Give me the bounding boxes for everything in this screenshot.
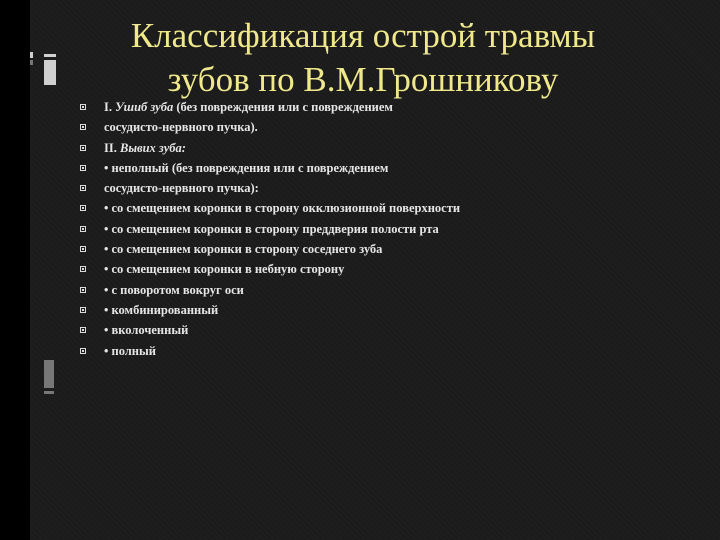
list-item-text [104, 158, 388, 178]
list-item-emphasis: Вывих зуба: [119, 140, 186, 155]
list-item-text [104, 97, 393, 117]
square-bullet-icon [80, 226, 86, 232]
list-item-lead: • полный [104, 343, 156, 358]
square-bullet-icon [80, 205, 86, 211]
list-item-text [104, 259, 344, 279]
list-item-lead: • с поворотом вокруг оси [104, 282, 244, 297]
list-item-text [104, 239, 382, 259]
square-bullet-icon [80, 145, 86, 151]
list-item-lead: сосудисто-нервного пучка). [104, 120, 258, 135]
list-item-lead: • вколоченный [104, 323, 189, 338]
list-item-text [104, 280, 244, 300]
decorative-bar [30, 52, 33, 58]
square-bullet-icon [80, 165, 86, 171]
list-item-lead: • неполный (без повреждения или с повреждением [104, 160, 389, 175]
list-item-text [104, 198, 460, 218]
square-bullet-icon [80, 104, 86, 110]
decorative-bar [44, 391, 54, 394]
decorative-bar [44, 360, 54, 388]
square-bullet-icon [80, 246, 86, 252]
list-item-lead: II. [104, 140, 120, 155]
list-item-lead: • комбинированный [104, 302, 219, 317]
title-line-1: Классификация острой травмы [130, 16, 596, 55]
square-bullet-icon [80, 348, 86, 354]
list-item-lead: • со смещением коронки в небную сторону [104, 262, 345, 277]
slide-title [78, 14, 648, 102]
list-item-emphasis: Ушиб зуба [115, 100, 174, 114]
list-item-lead: • со смещением коронки в сторону окклюзионной поверхности [104, 201, 461, 216]
list-item-lead: I. [104, 100, 116, 114]
list-item-lead: • со смещением коронки в сторону соседнего зуба [104, 242, 383, 257]
square-bullet-icon [80, 185, 86, 191]
decorative-bar [44, 54, 56, 57]
decorative-bar [44, 60, 56, 85]
list-item-text [104, 300, 218, 320]
square-bullet-icon [80, 287, 86, 293]
square-bullet-icon [80, 327, 86, 333]
square-bullet-icon [80, 266, 86, 272]
square-bullet-icon [80, 124, 86, 130]
list-item-text [104, 178, 259, 198]
list-item-lead: • со смещением коронки в сторону преддверия полости рта [104, 221, 439, 236]
list-item-text [104, 219, 439, 239]
list-item-text [104, 341, 156, 361]
list-item-rest: (без повреждения или с повреждением [173, 100, 393, 114]
title-line-2: зубов по В.М.Грошникову [167, 60, 559, 99]
decorative-bar [30, 60, 33, 65]
square-bullet-icon [80, 307, 86, 313]
list-item-lead: сосудисто-нервного пучка): [104, 181, 259, 196]
list-item-text [104, 117, 258, 137]
list-item-text [104, 138, 186, 158]
list-item-text [104, 320, 188, 340]
